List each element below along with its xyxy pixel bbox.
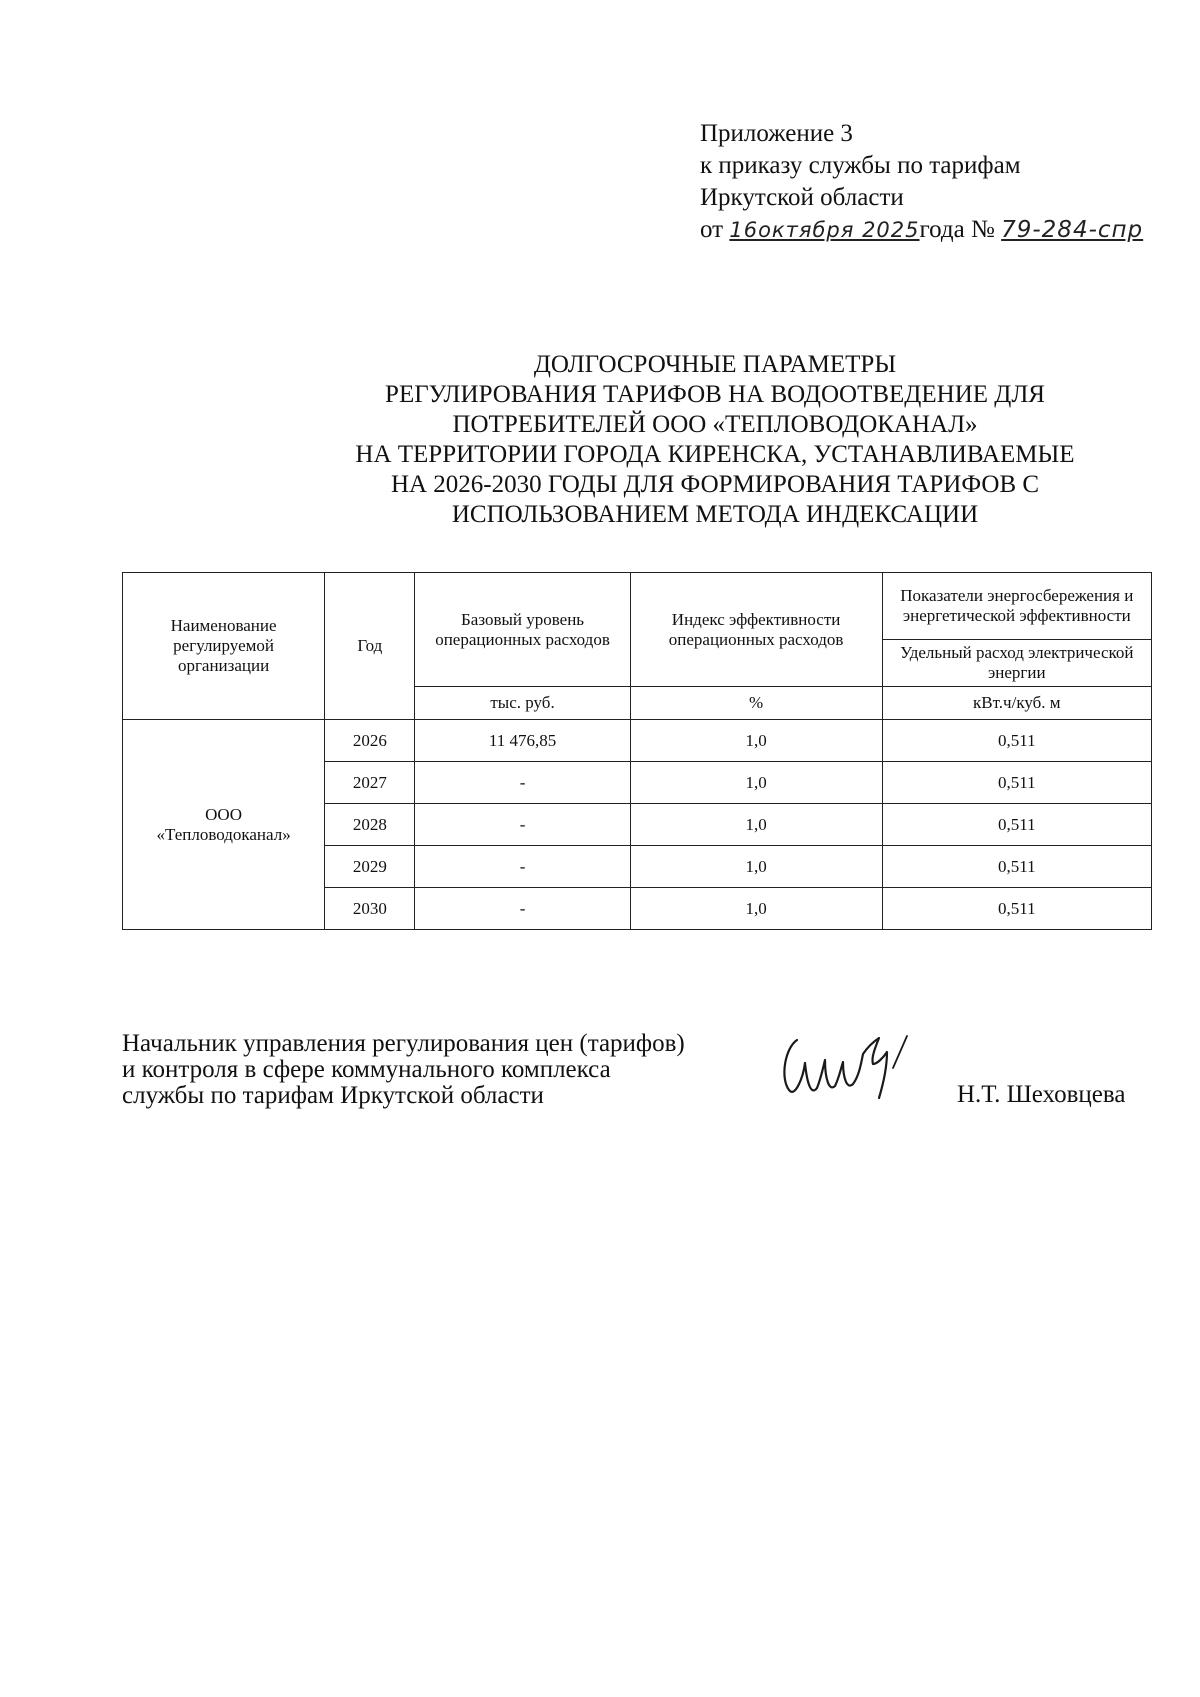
- cell-year: 2029: [325, 846, 415, 888]
- cell-base: -: [415, 762, 630, 804]
- header-org: Наименование регулируемой организации: [123, 573, 325, 720]
- parameters-table: [122, 572, 1152, 930]
- org-name-line: «Тепловодоканал»: [156, 824, 291, 844]
- header-year: Год: [325, 573, 415, 720]
- cell-year: 2026: [325, 720, 415, 762]
- cell-energy: 0,511: [882, 888, 1151, 930]
- cell-year: 2027: [325, 762, 415, 804]
- cell-energy: 0,511: [882, 846, 1151, 888]
- from-label: от: [700, 216, 724, 243]
- table-row: [123, 720, 1152, 762]
- signature-position-block: [122, 1031, 685, 1109]
- cell-index: 1,0: [630, 804, 882, 846]
- cell-base: -: [415, 804, 630, 846]
- org-name-line: ООО: [205, 804, 242, 824]
- document-title: [250, 350, 1180, 530]
- appendix-date-line: [700, 214, 1143, 246]
- header-energy-group: Показатели энергосбережения и энергетической эффективности: [882, 573, 1151, 640]
- appendix-order-line: к приказу службы по тарифам: [700, 152, 1021, 179]
- cell-energy: 0,511: [882, 762, 1151, 804]
- cell-base: -: [415, 846, 630, 888]
- title-line: ИСПОЛЬЗОВАНИЕМ МЕТОДА ИНДЕКСАЦИИ: [451, 501, 979, 528]
- cell-year: 2030: [325, 888, 415, 930]
- handwritten-date: 16октября 2025: [729, 218, 920, 242]
- title-line: РЕГУЛИРОВАНИЯ ТАРИФОВ НА ВОДООТВЕДЕНИЕ ДЛЯ: [385, 381, 1045, 408]
- signer-position-line: Начальник управления регулирования цен (тарифов): [122, 1030, 685, 1057]
- cell-index: 1,0: [630, 888, 882, 930]
- unit-energy: кВт.ч/куб. м: [882, 687, 1151, 720]
- title-line: НА 2026-2030 ГОДЫ ДЛЯ ФОРМИРОВАНИЯ ТАРИФОВ С: [390, 471, 1040, 498]
- appendix-block: [700, 118, 1143, 246]
- appendix-region-line: Иркутской области: [700, 184, 904, 211]
- signer-position-line: и контроля в сфере коммунального комплекса: [122, 1056, 611, 1083]
- cell-index: 1,0: [630, 720, 882, 762]
- header-energy-consumption: Удельный расход электрической энергии: [882, 640, 1151, 687]
- unit-index: %: [630, 687, 882, 720]
- table-header-row: [123, 573, 1152, 640]
- cell-base: -: [415, 888, 630, 930]
- cell-base: 11 476,85: [415, 720, 630, 762]
- cell-energy: 0,511: [882, 720, 1151, 762]
- handwritten-order-number: 79-284-спр: [1001, 217, 1144, 243]
- title-line: ПОТРЕБИТЕЛЕЙ ООО «ТЕПЛОВОДОКАНАЛ»: [452, 411, 978, 438]
- appendix-title: Приложение 3: [700, 120, 853, 147]
- cell-year: 2028: [325, 804, 415, 846]
- title-line: ДОЛГОСРОЧНЫЕ ПАРАМЕТРЫ: [533, 351, 897, 378]
- cell-energy: 0,511: [882, 804, 1151, 846]
- org-name-cell: [123, 720, 325, 930]
- signer-name: Н.Т. Шеховцева: [957, 1081, 1126, 1108]
- title-line: НА ТЕРРИТОРИИ ГОРОДА КИРЕНСКА, УСТАНАВЛИВАЕМЫЕ: [355, 441, 1075, 468]
- header-efficiency-index: Индекс эффективности операционных расходов: [630, 573, 882, 687]
- handwritten-signature-icon: [775, 1028, 970, 1108]
- cell-index: 1,0: [630, 762, 882, 804]
- header-base-level: Базовый уровень операционных расходов: [415, 573, 630, 687]
- cell-index: 1,0: [630, 846, 882, 888]
- year-number-label: года №: [919, 216, 995, 243]
- unit-base: тыс. руб.: [415, 687, 630, 720]
- signer-position-line: службы по тарифам Иркутской области: [122, 1082, 544, 1109]
